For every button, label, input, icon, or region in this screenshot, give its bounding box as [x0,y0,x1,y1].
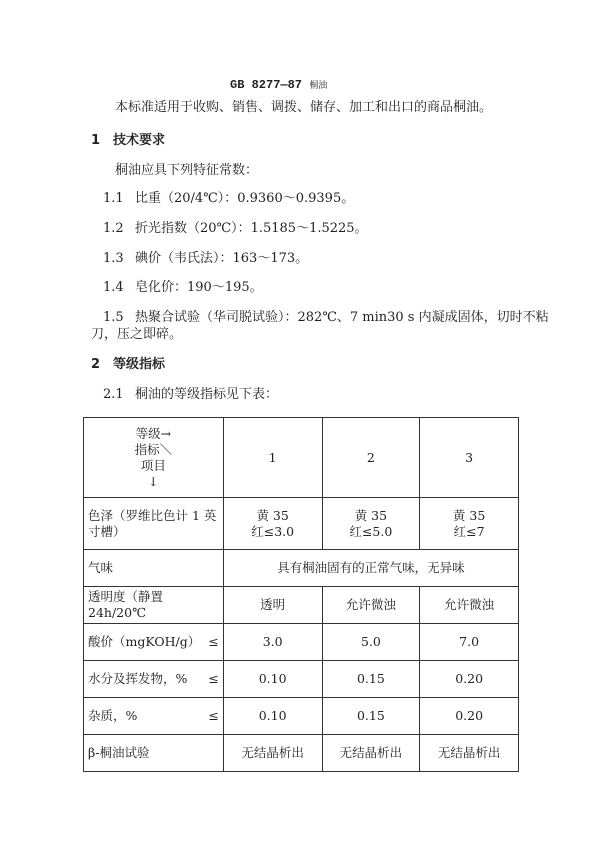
item-1-2 [103,221,368,237]
grade-header: 3 [420,418,519,498]
corner-arrow: ↓ [148,473,159,489]
item-1-1 [103,191,354,207]
item-number: 1.3 [103,251,124,266]
table-row [84,587,519,624]
le-symbol: ≤ [208,708,219,723]
value-cell: 透明 [223,587,322,624]
section-title: 等级指标 [113,357,166,372]
row-label: 透明度（静置 24h/20℃ [88,589,164,620]
row-label: 杂质，% [88,708,138,723]
value-cell: 黄 35 红≤5.0 [322,498,420,550]
value-cell: 0.15 [322,661,420,698]
row-label: 酸价（mgKOH/g） [88,634,201,649]
grade-header: 1 [223,418,322,498]
value-cell: 允许微浊 [420,587,519,624]
section-1-lead: 桐油应具下列特征常数： [115,163,259,178]
row-label: 色泽（罗维比色计 1 英寸槽） [88,507,217,539]
corner-header-cell [84,418,224,498]
merged-value-cell: 具有桐油固有的正常气味，无异味 [223,550,518,587]
section-1-heading [91,133,165,149]
item-number: 1.4 [103,280,124,295]
value-cell: 黄 35 红≤7 [420,498,519,550]
item-text: 比重（20/4℃）：0.9360～0.9395。 [135,191,355,206]
item-text: 折光指数（20℃）：1.5185～1.5225。 [135,221,368,236]
item-number: 1.2 [103,221,124,236]
section-title: 技术要求 [113,133,166,148]
row-label-cell [84,735,224,772]
row-label-cell [84,624,224,661]
table-row [84,661,519,698]
item-text: 皂化价：190～195。 [135,280,263,295]
item-1-5 [103,310,549,326]
row-label-cell [84,661,224,698]
value-cell: 0.15 [322,698,420,735]
row-label-cell [84,550,224,587]
value-cell: 0.10 [223,698,322,735]
row-label: β-桐油试验 [88,745,150,760]
item-text: 桐油的等级指标见下表： [135,387,279,402]
row-label-cell [84,498,224,550]
corner-grade-label: 等级→ [135,425,172,441]
table-row [84,698,519,735]
corner-indicator-label: 指标＼ [134,441,173,457]
table-row [84,735,519,772]
value-cell: 7.0 [420,624,519,661]
standard-name: 桐油 [309,81,328,91]
section-number: 2 [91,357,101,372]
corner-item-label: 项目 [140,457,166,473]
item-2-1 [103,387,278,403]
item-number: 2.1 [103,387,124,402]
grade-table [83,417,519,772]
row-label: 水分及挥发物，% [88,671,188,686]
item-text: 热聚合试验（华司脱试验）：282℃、7 min30 s 内凝成固体，切时不粘 [135,310,549,325]
table-row [84,550,519,587]
grade-header: 2 [322,418,420,498]
value-cell: 黄 35 红≤3.0 [223,498,322,550]
document-title [230,77,327,94]
row-label-cell [84,587,224,624]
le-symbol: ≤ [208,671,219,686]
value-cell: 无结晶析出 [420,735,519,772]
value-cell: 0.10 [223,661,322,698]
value-cell: 0.20 [420,661,519,698]
value-cell: 无结晶析出 [322,735,420,772]
table-header-row [84,418,519,498]
intro-paragraph: 本标准适用于收购、销售、调拨、储存、加工和出口的商品桐油。 [115,100,493,115]
value-cell: 3.0 [223,624,322,661]
item-text: 碘价（韦氏法）：163～173。 [135,251,309,266]
item-number: 1.5 [103,310,124,325]
item-1-4 [103,280,263,296]
value-cell: 允许微浊 [322,587,420,624]
table-row [84,624,519,661]
row-label-cell [84,698,224,735]
section-number: 1 [91,133,101,148]
value-cell: 0.20 [420,698,519,735]
value-cell: 5.0 [322,624,420,661]
section-2-heading [91,357,165,373]
item-1-5-continued: 刀，压之即碎。 [91,327,183,342]
standard-code: GB 8277—87 [230,78,303,92]
item-number: 1.1 [103,191,124,206]
item-1-3 [103,251,308,267]
le-symbol: ≤ [208,634,219,649]
table-row [84,498,519,550]
value-cell: 无结晶析出 [223,735,322,772]
row-label: 气味 [88,560,114,575]
